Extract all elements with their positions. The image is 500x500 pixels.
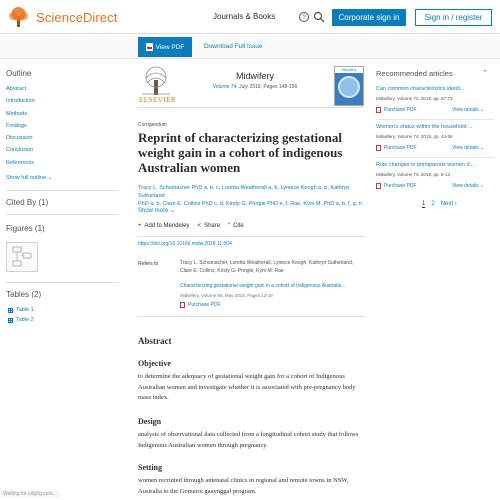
page-1[interactable]: 1: [422, 201, 426, 207]
search-icon[interactable]: [313, 10, 325, 22]
elsevier-logo[interactable]: [138, 66, 174, 96]
objective-heading: Objective: [138, 359, 171, 368]
table-icon: [8, 308, 13, 313]
outline-item-references[interactable]: References: [6, 160, 35, 166]
refers-to-source: Midwifery, Volume 60, May 2018, Pages 13-19: [180, 293, 273, 298]
view-details-link[interactable]: [452, 145, 484, 151]
add-mendeley-label: Add to Mendeley: [144, 223, 190, 229]
chevron-down-icon: ⌄: [47, 175, 53, 181]
show-full-outline-link[interactable]: [6, 175, 52, 181]
recommended-item-source: Midwifery, Volume 72, 2019, pp. 67-73: [376, 96, 453, 101]
divider: [6, 282, 118, 283]
recommended-heading: Recommended articles: [376, 69, 453, 78]
share-icon: <: [197, 223, 202, 229]
authors-line[interactable]: Tracy L. Schumacher PhD a, b, c, Loretta Weatherall a, b, Lyniece Keogh a, b, Kathryn Sutherland: [138, 185, 350, 199]
chevron-down-icon: ⌄: [479, 107, 485, 113]
journal-title[interactable]: Midwifery: [235, 71, 274, 81]
table-link-label: Table 2: [16, 317, 34, 323]
setting-text: women recruited through antenatal clinics in regional and remote towns in NSW, Australia to the Gomeroi gaaynggal program.: [138, 477, 349, 495]
view-details-label: View details: [452, 145, 479, 151]
tables-heading: Tables (2): [6, 290, 42, 299]
volume-link[interactable]: Volume 74: [212, 84, 237, 90]
pdf-icon: [376, 107, 381, 113]
view-details-label: View details: [452, 107, 479, 113]
divider: [6, 214, 118, 215]
article-title: Reprint of characterizing gestational weight gain in a cohort of indigenous Australian women: [138, 130, 343, 175]
page-2[interactable]: 2: [431, 201, 435, 207]
elsevier-tree-icon: [6, 6, 32, 28]
refers-to-label: Refers to: [138, 261, 159, 267]
divider: [376, 157, 494, 158]
svg-text:?: ?: [302, 15, 306, 22]
article-type: Corrigendum: [138, 122, 167, 128]
setting-heading: Setting: [138, 463, 162, 472]
recommended-item-pdf[interactable]: [376, 107, 417, 113]
purchase-pdf-label: Purchase PDF: [384, 145, 417, 151]
recommended-item-title[interactable]: Can common characteristics identi...: [376, 86, 465, 92]
view-details-label: View details: [452, 183, 479, 189]
plus-icon: +: [138, 223, 142, 229]
refers-to-title-link[interactable]: Characterizing gestational weight gain in a cohort of Indigenous Australia...: [180, 283, 346, 289]
purchase-pdf-label: Purchase PDF: [384, 183, 417, 189]
journal-volume-info: [178, 84, 332, 90]
author-list[interactable]: [138, 184, 364, 208]
recommended-item-pdf[interactable]: [376, 145, 417, 151]
browser-status-bar: Waiting for cdg9g.com...: [0, 490, 60, 498]
divider: [6, 190, 118, 191]
outline-item-introduction[interactable]: Introduction: [6, 98, 35, 104]
recommended-item-pdf[interactable]: [376, 183, 417, 189]
signin-register-button[interactable]: Sign in / register: [415, 9, 492, 26]
show-full-outline-label: Show full outline: [6, 175, 47, 181]
table-icon: [8, 318, 13, 323]
corporate-signin-button[interactable]: Corporate sign in: [332, 9, 406, 26]
view-details-link[interactable]: [452, 183, 484, 189]
divider: [138, 236, 364, 237]
outline-item-methods[interactable]: Methods: [6, 111, 28, 117]
recommended-item-source: Midwifery, Volume 74, 2019, pp. 6-13: [376, 172, 450, 177]
pagination: [422, 201, 457, 208]
pdf-icon: [376, 145, 381, 151]
share-button[interactable]: [198, 223, 221, 229]
brand-name: ScienceDirect: [36, 9, 118, 25]
authors-line[interactable]: PhD a, b, Clare E. Collins PhD c, d, Kirsty G. Pringle PhD e, f, Rae, Kym M. PhD a, b, f, g, h: [138, 201, 362, 207]
cite-label: Cite: [233, 223, 244, 229]
outline-item-findings[interactable]: Findings: [6, 123, 27, 129]
share-label: Share: [204, 223, 221, 229]
next-label: Next: [440, 201, 454, 207]
divider: [376, 119, 494, 120]
figure-thumbnail[interactable]: [6, 242, 38, 272]
question-icon[interactable]: [298, 10, 310, 22]
refers-to-authors: Tracy L. Schumacher, Loretta Weatherall, Lyniece Keogh, Kathryn Sutherland, Clare E. Collins, Kirsty G. Pringle, Kym M. Rae: [180, 260, 354, 274]
quote-icon: “: [228, 223, 231, 229]
table-link-2[interactable]: [8, 317, 34, 323]
journals-books-link[interactable]: Journals & Books: [213, 12, 276, 21]
pdf-icon: [180, 302, 185, 308]
publisher-name: ELSEVIER: [139, 96, 177, 104]
view-pdf-button[interactable]: [138, 37, 192, 57]
refers-to-purchase-pdf[interactable]: [180, 302, 221, 308]
design-heading: Design: [138, 417, 162, 426]
next-page-link[interactable]: [441, 201, 457, 208]
volume-details: , July 2019, Pages 148-156: [236, 84, 298, 90]
view-details-link[interactable]: [452, 107, 484, 113]
download-issue-link[interactable]: Download Full Issue: [204, 43, 263, 50]
outline-item-abstract[interactable]: Abstract: [6, 86, 27, 92]
outline-heading: Outline: [6, 69, 32, 78]
pdf-icon: [146, 43, 153, 51]
pdf-icon: [376, 183, 381, 189]
sciencedirect-logo[interactable]: [6, 6, 118, 28]
cited-by-heading[interactable]: Cited By (1): [6, 198, 49, 207]
journal-header: [138, 66, 364, 108]
outline-item-conclusion[interactable]: Conclusion: [6, 147, 34, 153]
design-text: analysis of observational data collected from a longitudinal cohort study that follows Indigenous Australian women through pregnancy.: [138, 431, 359, 449]
table-link-1[interactable]: [8, 307, 34, 313]
recommended-item-title[interactable]: Women's status within the household ...: [376, 124, 473, 130]
abstract-heading: Abstract: [138, 336, 172, 346]
figures-heading: Figures (1): [6, 224, 45, 233]
doi-link[interactable]: https://doi.org/10.1016/j.midw.2018.11.004: [138, 241, 232, 247]
outline-item-discussion[interactable]: Discussion: [6, 135, 33, 141]
chevron-up-icon[interactable]: ⌃: [482, 70, 488, 77]
objective-text: to determine the adequacy of gestational weight gain for a cohort of Indigenous Australian women and investigate whether it is associated with pre-pregnancy body mass index.: [138, 373, 356, 401]
journal-cover[interactable]: [334, 66, 364, 106]
purchase-pdf-label: Purchase PDF: [384, 107, 417, 113]
recommended-item-title[interactable]: Role changes in primiparous women d...: [376, 162, 475, 168]
divider: [138, 316, 364, 317]
article-toolbar: [0, 35, 500, 59]
chevron-down-icon: ⌄: [479, 145, 485, 151]
top-header: [0, 0, 500, 34]
article-actions: [138, 223, 244, 229]
show-more-label: Show more: [138, 208, 169, 214]
view-pdf-label: View PDF: [155, 43, 185, 51]
cover-image: [338, 76, 360, 98]
chevron-down-icon: ⌄: [170, 208, 176, 214]
add-mendeley-button[interactable]: [138, 223, 190, 229]
cover-title: Midwifery: [335, 67, 363, 73]
recommended-item-source: Midwifery, Volume 74, 2019, pp. 44-56: [376, 134, 453, 139]
cite-button[interactable]: [228, 223, 244, 229]
chevron-right-icon: ›: [454, 201, 457, 207]
chevron-down-icon: ⌄: [479, 183, 485, 189]
table-link-label: Table 1: [16, 307, 34, 313]
show-more-link[interactable]: [138, 207, 175, 214]
purchase-pdf-label: Purchase PDF: [188, 302, 221, 308]
